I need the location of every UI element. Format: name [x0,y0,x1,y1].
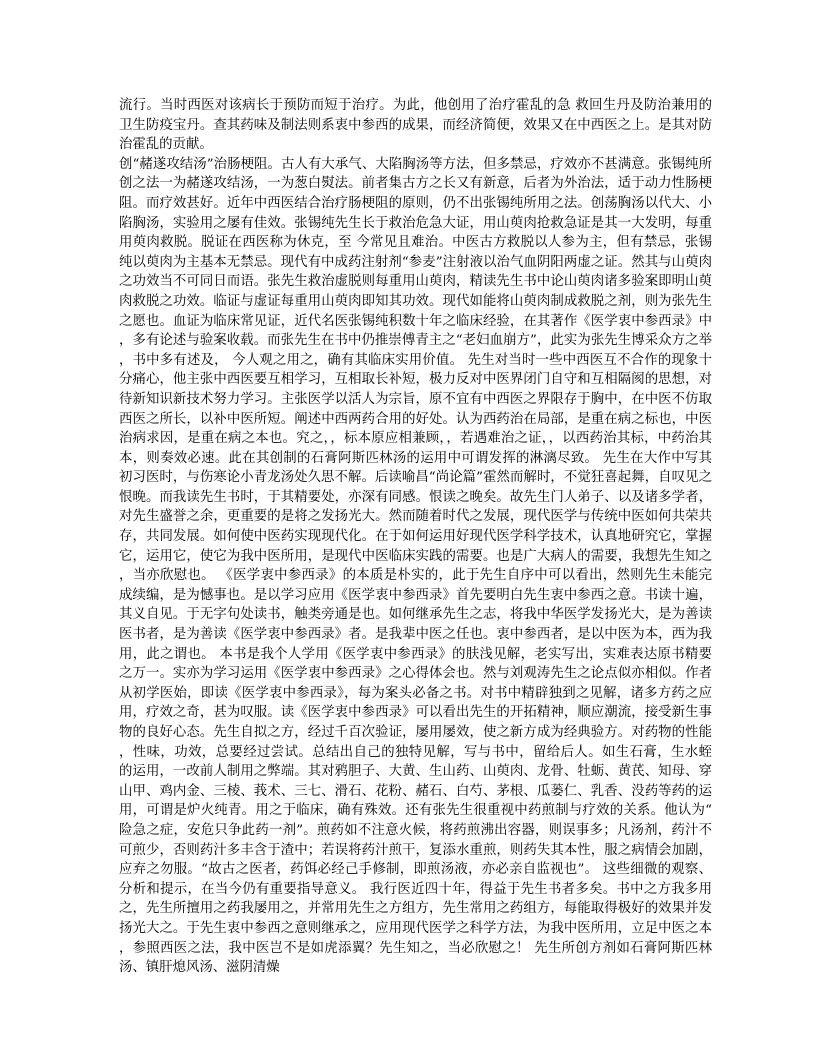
document-page [119,96,712,978]
paragraph-cholera: 流行。当时西医对该病长于预防而短于治疗。为此，他创用了治疗霍乱的急 救回生丹及防治兼用的卫生防疫宝丹。查其药味及制法则系衷中参西的成果，而经济简便，效果又在中西医之上。是其对防治霍乱的贡献。 [119,98,712,153]
paragraph-main-body: 创“赭遂攻结汤”治肠梗阻。古人有大承气、大陷胸汤等方法，但多禁忌，疗效亦不甚满意。张锡纯所创之法一为赭遂攻结汤，一为葱白熨法。前者集古方之长又有新意，后者为外治法，适于动力性肠梗阻。而疗效甚好。近年中西医结合治疗肠梗阻的原则，仍不出张锡纯所用之法。创荡胸汤以代大、小陷胸汤，实验用之屡有佳效。张锡纯先生长于救治危急大证，用山萸肉抢救急证是其一大发明，每重用萸肉救脱。脱证在西医称为休克，至 今常见且难治。中医古方救脱以人参为主，但有禁忌，张锡纯以萸肉为主基本无禁忌。现代有中成药注射剂“参麦”注射液以治气血阴阳两虚之证。然其与山萸肉之功效当不可同日而语。张先生救治虚脱则每重用山萸肉，精读先生书中论山萸肉诸多验案即明山萸肉救脱之功效。临证与虚证每重用山萸肉即知其功效。现代如能将山萸肉制成救脱之剂，则为张先生之愿也。血证为临床常见证，近代名医张锡纯积数十年之临床经验，在其著作《医学衷中参西录》中，多有论述与验案收载。而张先生在书中仍推崇傅青主之“老妇血崩方”，此实为张先生博采众方之举，书中多有述及， 今人观之用之，确有其临床实用价值。 先生对当时一些中西医互不合作的现象十分痛心，他主张中西医要互相学习，互相取长补短，极力反对中医界闭门自守和互相隔阂的思想，对待新知识新技术努力学习。主张医学以活人为宗旨，原不宜有中西医之界限存于胸中，在中医不仿取西医之所长，以补中医所短。阐述中西两药合用的好处。认为西药治在局部，是重在病之标也，中医治病求因，是重在病之本也。究之，，标本原应相兼顾，，若遇难治之证，，以西药治其标，中药治其本，则奏效必速。此在其创制的石膏阿斯匹林汤的运用中可谓发挥的淋漓尽致。 先生在大作中写其初习医时，与伤寒论小青龙汤处久思不解。后读喻昌“尚论篇”霍然而解时，不觉狂喜起舞，自叹见之恨晚。而我读先生书时，于其精要处，亦深有同感。恨读之晚矣。故先生门人弟子、以及诸多学者，对先生盛誉之余，更重要的是将之发扬光大。然而随着时代之发展，现代医学与传统中医如何共荣共存，共同发展。如何使中医药实现现代化。在于如何运用好现代医学科学技术，认真地研究它，掌握它，运用它，使它为我中医所用，是现代中医临床实践的需要。也是广大病人的需要，我想先生知之，当亦欣慰也。 《医学衷中参西录》的本质是朴实的，此于先生自序中可以看出，然则先生未能完成续编，是为憾事也。是以学习应用《医学衷中参西录》首先要明白先生衷中参西之意。书读十遍，其义自见。于无字句处读书，触类旁通是也。如何继承先生之志，将我中华医学发扬光大，是为善读医书者，是为善读《医学衷中参西录》者。是我辈中医之任也。衷中参西者，是以中医为本，西为我用，此之谓也。 本书是我个人学用《医学衷中参西录》的肤浅见解，老实写出，实难表达原书精要之万一。实亦为学习运用《医学衷中参西录》之心得体会也。然与刘观涛先生之论点似亦相似。作者从初学医始，即读《医学衷中参西录》，每为案头必备之书。对书中精辟独到之见解，诸多方药之应用，疗效之奇，甚为叹服。读《医学衷中参西录》可以看出先生的开拓精神，顺应潮流，接受新生事物的良好心态。先生自拟之方，经过千百次验证，屡用屡效，使之新方成为经典验方。对药物的性能，性味，功效，总要经过尝试。总结出自己的独特见解，写与书中，留给后人。如生石膏，生水蛭 的运用，一改前人制用之弊端。其对鸦胆子、大黄、生山药、山萸肉、龙骨、牡蛎、黄芪、知母、穿山甲、鸡内金、三棱、莪术、三七、滑石、花粉、赭石、白芍、茅根、瓜蒌仁、乳香、没药等药的运用，可谓是炉火纯青。用之于临床，确有殊效。还有张先生很重视中药煎制与疗效的关系。他认为“险急之症，安危只争此药一剂”。煎药如不注意火候，将药煎沸出容器，则误事多；凡汤剂，药汁不可煎少，否则药汁多丰含于渣中；若误将药汁煎干，复添水重煎，则药失其本性，服之病情会加剧，应弃之勿服。“故古之医者，药饵必经己手修制，即煎汤液，亦必亲自监视也”。 这些细微的观察、分析和提示，在当今仍有重要指导意义。 我行医近四十年，得益于先生书者多矣。书中之方我多用之，先生所擅用之药我屡用之，并常用先生之方组方，先生常用之药组方，每能取得极好的效果并发扬光大之。于先生衷中参西之意则继承之，应用现代医学之科学方法，为我中医所用，立足中医之本，参照西医之法，我中医岂不是如虎添翼？先生知之，当必欣慰之！ 先生所创方剂如石膏阿斯匹林汤、镇肝熄风汤、滋阴清燥 [119,156,712,976]
